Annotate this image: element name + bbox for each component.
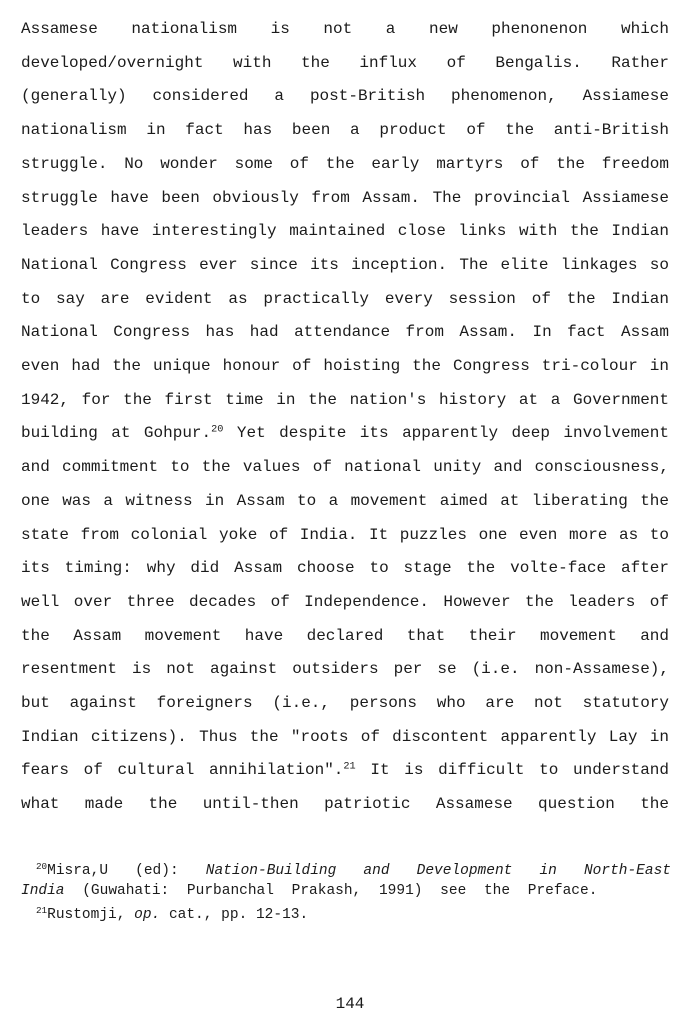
- text-segment: well over three decades of Independence. However the leaders of: [21, 592, 669, 611]
- text-segment: National Congress ever since its inception. The elite linkages so: [21, 255, 669, 274]
- body-line: [21, 687, 669, 721]
- body-line: [21, 620, 669, 654]
- text-segment: resentment is not against outsiders per se (i.e. non-Assamese),: [21, 660, 669, 679]
- text-segment: and commitment to the values of national unity and consciousness,: [21, 458, 669, 477]
- footnote: [21, 862, 671, 901]
- text-segment: building at Gohpur.: [21, 424, 212, 443]
- text-segment: one was a witness in Assam to a movement aimed at liberating the: [21, 491, 669, 510]
- text-segment: Indian citizens). Thus the "roots of discontent apparently Lay in: [21, 727, 669, 746]
- body-line: [21, 350, 669, 384]
- body-line: [21, 552, 669, 586]
- footnote-reference-superscript: 21: [343, 761, 356, 774]
- text-segment: but against foreigners (i.e., persons who are not statutory: [21, 694, 669, 713]
- text-segment: Misra,U (ed):: [47, 863, 206, 879]
- body-line: [21, 47, 669, 81]
- footnote-reference-superscript: 20: [36, 861, 48, 873]
- page-number: 144: [335, 995, 365, 1013]
- footnote-line: [21, 882, 671, 902]
- footnote-reference-superscript: 21: [36, 905, 48, 917]
- text-segment: fears of cultural annihilation".: [21, 761, 344, 780]
- body-line: [21, 283, 669, 317]
- body-text: [21, 13, 669, 822]
- footnote-line: [21, 862, 671, 882]
- text-segment: (generally) considered a post-British phenomenon, Assiamese: [21, 87, 669, 106]
- text-segment: 1942, for the first time in the nation's history at a Government: [21, 390, 669, 409]
- body-line: [21, 384, 669, 418]
- text-segment: Assamese nationalism is not a new phenonenon which: [21, 20, 669, 38]
- footnote: [21, 906, 671, 926]
- text-segment: Nation-Building and Development in North-East: [205, 863, 671, 879]
- text-segment: to say are evident as practically every session of the Indian: [21, 289, 669, 308]
- body-line: [21, 788, 669, 822]
- body-line: [21, 754, 669, 788]
- text-segment: state from colonial yoke of India. It puzzles one even more as to: [21, 525, 669, 544]
- text-segment: its timing: why did Assam choose to stage the volte-face after: [21, 559, 669, 578]
- body-line: [21, 249, 669, 283]
- text-segment: the Assam movement have declared that their movement and: [21, 626, 669, 645]
- text-segment: India: [21, 882, 65, 899]
- text-segment: cat., pp. 12-13.: [160, 907, 309, 923]
- text-segment: National Congress has had attendance from Assam. In fact Assam: [21, 323, 669, 342]
- body-line: [21, 653, 669, 687]
- text-segment: leaders have interestingly maintained close links with the Indian: [21, 222, 669, 241]
- body-line: [21, 417, 669, 451]
- body-line: [21, 114, 669, 148]
- text-segment: It is difficult to understand: [355, 761, 670, 780]
- body-line: [21, 721, 669, 755]
- body-line: [21, 215, 669, 249]
- text-segment: (Guwahati: Purbanchal Prakash, 1991) see the Preface.: [64, 882, 598, 899]
- footnote-reference-superscript: 20: [211, 424, 224, 437]
- body-line: [21, 586, 669, 620]
- text-segment: Yet despite its apparently deep involvement: [223, 424, 670, 443]
- body-line: [21, 316, 669, 350]
- text-segment: Rustomji,: [47, 907, 135, 923]
- text-segment: developed/overnight with the influx of Bengalis. Rather: [21, 53, 669, 72]
- text-segment: struggle. No wonder some of the early martyrs of the freedom: [21, 154, 669, 173]
- body-line: [21, 148, 669, 182]
- body-line: [21, 485, 669, 519]
- text-segment: even had the unique honour of hoisting the Congress tri-colour in: [21, 357, 669, 376]
- text-segment: struggle have been obviously from Assam. The provincial Assiamese: [21, 188, 669, 207]
- body-line: [21, 519, 669, 553]
- text-segment: what made the until-then patriotic Assamese question the: [21, 795, 669, 814]
- body-line: [21, 80, 669, 114]
- footnotes: [21, 862, 671, 926]
- text-segment: op.: [134, 907, 161, 923]
- body-line: [21, 182, 669, 216]
- body-line: [21, 451, 669, 485]
- text-segment: nationalism in fact has been a product of the anti-British: [21, 121, 669, 140]
- body-line: [21, 13, 669, 47]
- footnote-line: [21, 906, 671, 926]
